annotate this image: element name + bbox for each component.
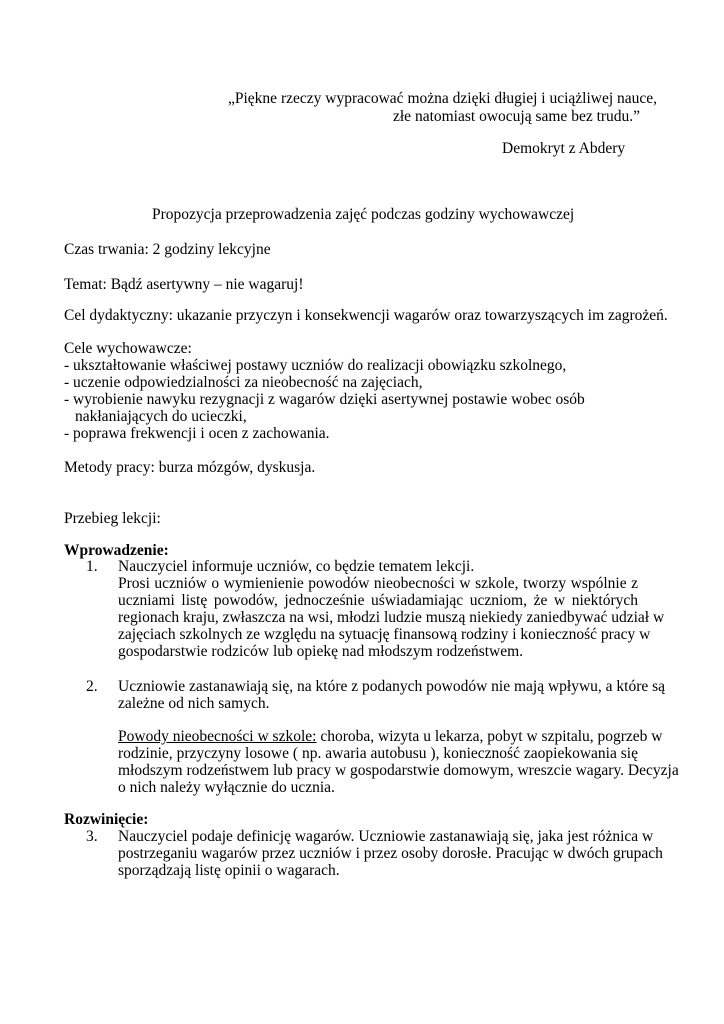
reasons-text: choroba, wizyta u lekarza, pobyt w szpitalu, pogrzeb w	[320, 728, 663, 745]
development-item3-line: sporządzają listę opinii o wagarach.	[118, 862, 340, 879]
reasons-label: Powody nieobecności w szkole:	[118, 728, 317, 745]
educational-goal-item: - wyrobienie nawyku rezygnacji z wagarów dzięki asertywnej postawie wobec osób	[64, 391, 585, 408]
educational-goal-item: - uczenie odpowiedzialności za nieobecność na zajęciach,	[64, 374, 423, 391]
reasons-line: rodzinie, przyczyny losowe ( np. awaria autobusu ), konieczność zaopiekowania się	[118, 745, 638, 762]
educational-goals-heading: Cele wychowawcze:	[64, 340, 192, 357]
didactic-goal: Cel dydaktyczny: ukazanie przyczyn i konsekwencji wagarów oraz towarzyszących im zagrożeń.	[64, 307, 668, 324]
quote-line-2: złe natomiast owocują same bez trudu.”	[393, 108, 641, 125]
reasons-line: o nich należy wyłącznie do ucznia.	[118, 779, 335, 796]
development-heading: Rozwinięcie:	[64, 811, 149, 828]
intro-item2-line: zależne od nich samych.	[118, 695, 270, 712]
educational-goal-item: - ukształtowanie właściwej postawy uczniów do realizacji obowiązku szkolnego,	[64, 357, 567, 374]
educational-goal-item-continuation: nakłaniających do ucieczki,	[75, 408, 247, 425]
list-number: 3.	[86, 828, 98, 845]
educational-goal-item: - poprawa frekwencji i ocen z zachowania.	[64, 425, 330, 442]
quote-line-1: „Piękne rzeczy wypracować można dzięki długiej i uciążliwej nauce,	[228, 90, 658, 107]
intro-item2-line: Uczniowie zastanawiają się, na które z podanych powodów nie mają wpływu, a które są	[118, 678, 666, 695]
intro-item1-line: gospodarstwie rodziców lub opiekę nad młodszym rodzeństwem.	[118, 643, 524, 660]
duration: Czas trwania: 2 godziny lekcyjne	[64, 241, 271, 258]
list-number: 1.	[86, 558, 98, 575]
list-number: 2.	[86, 678, 98, 695]
reasons-first-line	[118, 728, 663, 746]
methods: Metody pracy: burza mózgów, dyskusja.	[64, 459, 316, 476]
course-heading: Przebieg lekcji:	[64, 510, 161, 527]
development-item3-line: Nauczyciel podaje definicję wagarów. Uczniowie zastanawiają się, jaka jest różnica w	[118, 828, 654, 845]
intro-heading: Wprowadzenie:	[64, 542, 169, 559]
intro-item1-line: zajęciach szkolnych ze względu na sytuację finansową rodziny i konieczność pracy w	[118, 626, 651, 643]
intro-item1-line: uczniami listę powodów, jednocześnie uświadamiając uczniom, że w niektórych	[118, 592, 638, 609]
intro-item1-line: Prosi uczniów o wymienienie powodów nieobecności w szkole, tworzy wspólnie z	[118, 575, 638, 592]
intro-item1-line: regionach kraju, zwłaszcza na wsi, młodzi ludzie muszą niekiedy zaniedbywać udział w	[118, 609, 665, 626]
document-title: Propozycja przeprowadzenia zajęć podczas godziny wychowawczej	[152, 206, 575, 223]
development-item3-line: postrzeganiu wagarów przez uczniów i przez osoby dorosłe. Pracując w dwóch grupach	[118, 845, 663, 862]
reasons-line: młodszym rodzeństwem lub pracy w gospodarstwie domowym, wreszcie wagary. Decyzja	[118, 762, 679, 779]
topic: Temat: Bądź asertywny – nie wagaruj!	[64, 276, 304, 293]
quote-author: Demokryt z Abdery	[502, 140, 626, 157]
intro-item1-line: Nauczyciel informuje uczniów, co będzie tematem lekcji.	[118, 558, 475, 575]
